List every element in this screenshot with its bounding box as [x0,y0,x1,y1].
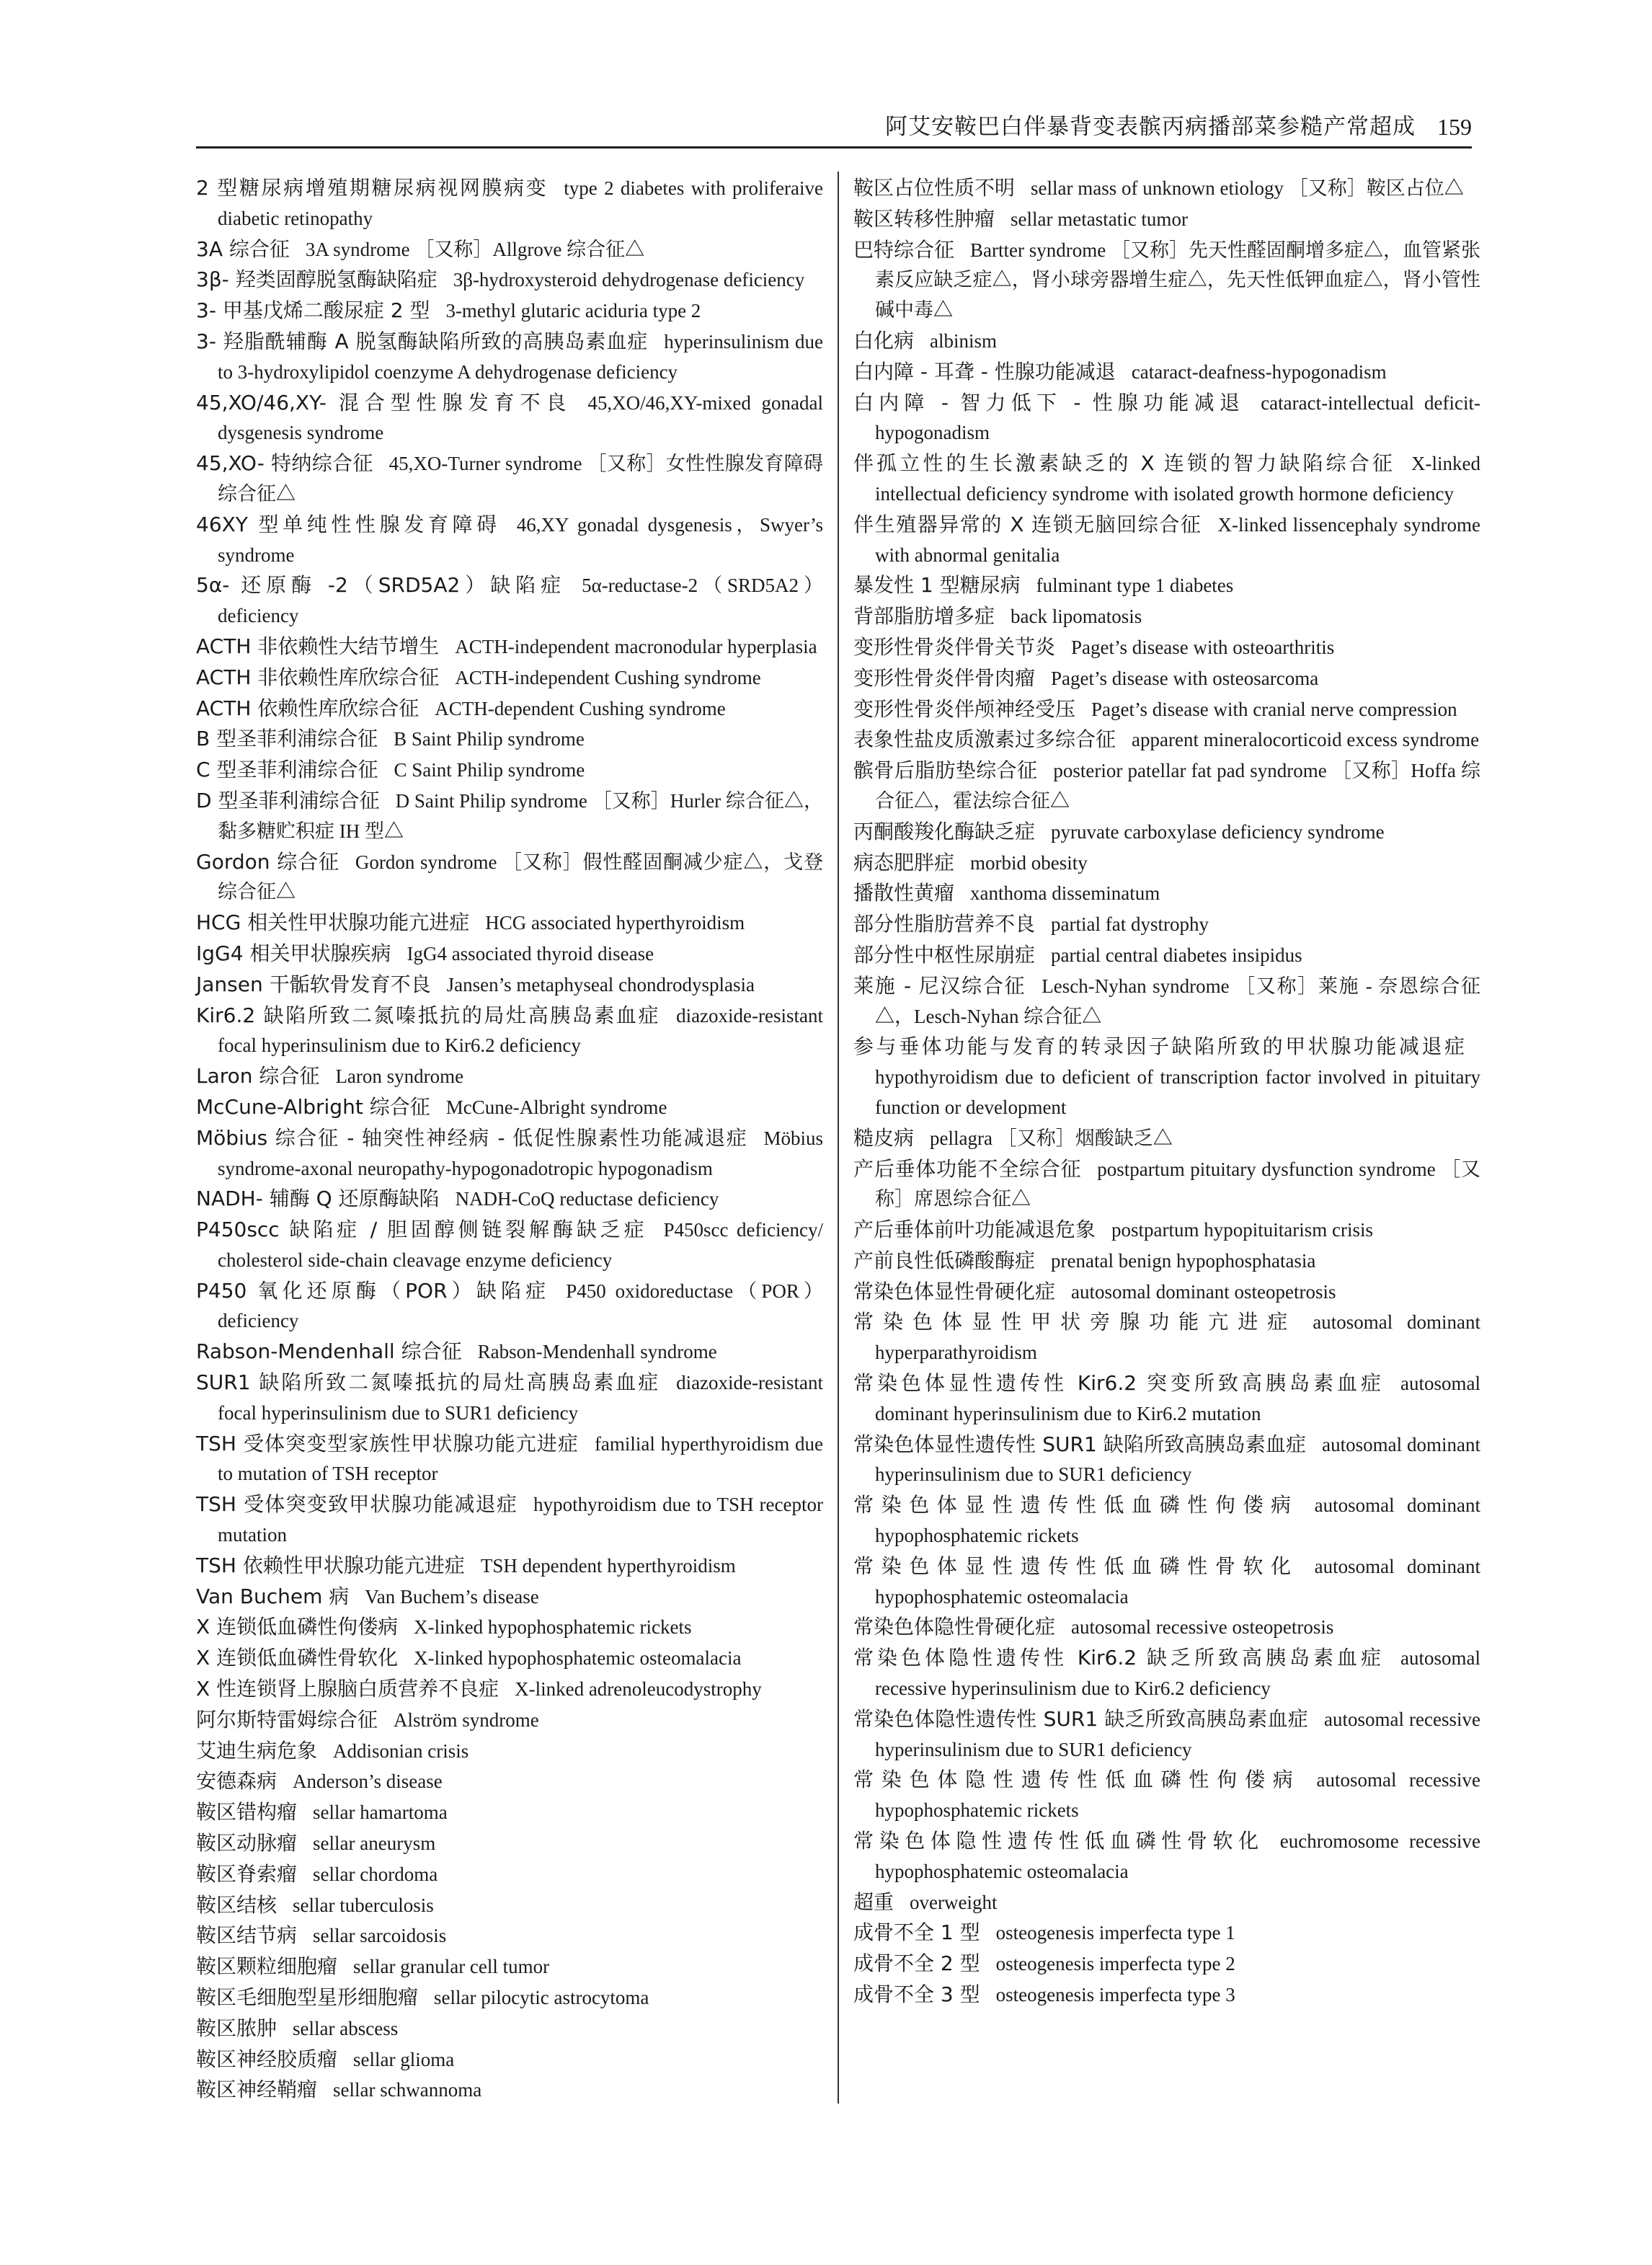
glossary-entry [196,1828,823,1859]
glossary-entry [853,632,1480,663]
term-english: autosomal recessive hyperinsulinism due to Kir6.2 deficiency [875,1647,1480,1700]
term-english: X-linked hypophosphatemic rickets [414,1616,692,1639]
term-english: Lesch-Nyhan syndrome ［又称］莱施 - 奈恩综合征△，Lesch-Nyhan 综合征△ [875,975,1480,1027]
term-chinese: 鞍区神经鞘瘤 [196,2078,318,2102]
term-english: sellar chordoma [313,1863,438,1885]
term-english: postpartum pituitary dysfunction syndrome ［又称］席恩综合征△ [875,1158,1480,1210]
glossary-entry [853,357,1480,388]
glossary-entry [853,817,1480,848]
term-english: morbid obesity [970,851,1088,874]
term-english: autosomal recessive hyperinsulinism due to SUR1 deficiency [875,1708,1480,1760]
glossary-entry [196,1582,823,1613]
term-chinese: Rabson-Mendenhall 综合征 [196,1339,462,1364]
term-chinese: 糙皮病 [853,1125,915,1150]
term-english: McCune-Albright syndrome [445,1096,667,1118]
glossary-entry [196,448,823,510]
term-english: X-linked adrenoleucodystrophy [515,1678,762,1701]
term-english: Möbius syndrome-axonal neuropathy-hypogonadotropic hypogonadism [218,1127,823,1179]
term-chinese: Gordon 综合征 [196,849,339,874]
term-english: cataract-intellectual deficit-hypogonadism [875,391,1480,444]
term-english: autosomal recessive osteopetrosis [1071,1616,1334,1639]
term-english: sellar sarcoidosis [313,1925,447,1947]
term-chinese: 艾迪生病危象 [196,1738,318,1763]
term-english: pellagra ［又称］烟酸缺乏△ [930,1127,1173,1149]
term-english: 45,XO-Turner syndrome ［又称］女性性腺发育障碍综合征△ [218,453,824,505]
term-chinese: 鞍区毛细胞型星形细胞瘤 [196,1985,419,2010]
term-english: autosomal dominant hyperinsulinism due to Kir6.2 mutation [875,1373,1480,1424]
term-english: Rabson-Mendenhall syndrome [477,1341,717,1363]
glossary-entry [853,173,1480,204]
glossary-entry [196,2013,823,2044]
term-english: diazoxide-resistant focal hyperinsulinism due to Kir6.2 deficiency [218,1004,823,1057]
term-chinese: X 性连锁肾上腺脑白质营养不良症 [196,1677,499,1701]
glossary-entry [196,1920,823,1951]
term-chinese: 常染色体隐性遗传性 Kir6.2 缺乏所致高胰岛素血症 [853,1646,1385,1670]
term-english: hypothyroidism due to deficient of transcription factor involved in pituitary function or development [875,1066,1480,1118]
glossary-entry [853,1430,1480,1491]
term-english: D Saint Philip syndrome ［又称］Hurler 综合征△，黏多糖贮积症 IH 型△ [218,789,823,842]
term-chinese: NADH- 辅酶 Q 还原酶缺陷 [196,1187,440,1211]
term-english: pyruvate carboxylase deficiency syndrome [1051,820,1385,843]
glossary-entry [853,1918,1480,1949]
glossary-entry [853,971,1480,1032]
term-chinese: 鞍区结核 [196,1892,277,1917]
term-english: Jansen’s metaphyseal chondrodysplasia [446,973,755,996]
glossary-entry [853,1612,1480,1643]
term-chinese: 产后垂体前叶功能减退危象 [853,1218,1096,1242]
term-chinese: 部分性脂肪营养不良 [853,912,1036,936]
term-chinese: 常染色体显性甲状旁腺功能亢进症 [853,1310,1297,1334]
term-english: apparent mineralocorticoid excess syndrome [1132,729,1480,751]
term-english: autosomal dominant hypophosphatemic rickets [875,1494,1480,1547]
page-number: 159 [1437,114,1472,140]
glossary-entry [196,510,823,571]
glossary-entry [196,631,823,662]
term-chinese: 丙酮酸羧化酶缺乏症 [853,819,1036,843]
term-english: ACTH-dependent Cushing syndrome [435,697,726,719]
glossary-entry [196,662,823,693]
term-english: 5α-reductase-2（SRD5A2）deficiency [218,575,823,627]
glossary-entry [853,663,1480,694]
term-chinese: 常染色体显性遗传性低血磷性佝偻病 [853,1493,1299,1517]
term-chinese: 白内障 - 智力低下 - 性腺功能减退 [853,390,1245,415]
term-english: 45,XO/46,XY-mixed gonadal dysgenesis syndrome [218,391,824,444]
glossary-entry [196,908,823,939]
term-english: sellar schwannoma [333,2079,482,2101]
term-chinese: 产后垂体功能不全综合征 [853,1156,1082,1181]
glossary-entry [196,234,823,265]
term-chinese: 2 型糖尿病增殖期糖尿病视网膜病变 [196,176,549,200]
glossary-entry [196,1890,823,1921]
term-english: Gordon syndrome ［又称］假性醛固酮减少症△，戈登综合征△ [218,851,823,903]
term-chinese: 鞍区颗粒细胞瘤 [196,1954,338,1979]
glossary-entry [853,510,1480,571]
term-chinese: HCG 相关性甲状腺功能亢进症 [196,910,470,935]
term-chinese: 鞍区结节病 [196,1923,298,1948]
term-chinese: Laron 综合征 [196,1064,320,1089]
term-english: prenatal benign hypophosphatasia [1051,1249,1316,1272]
glossary-entry [196,327,823,388]
term-english: sellar metastatic tumor [1011,208,1188,230]
term-chinese: 参与垂体功能与发育的转录因子缺陷所致的甲状腺功能减退症 [853,1034,1465,1059]
glossary-entry [853,601,1480,632]
glossary-entry [853,755,1480,817]
term-english: xanthoma disseminatum [970,882,1160,905]
glossary-entry [853,1765,1480,1826]
column-divider [838,172,839,2104]
term-english: diazoxide-resistant focal hyperinsulinism due to SUR1 deficiency [218,1372,823,1424]
term-chinese: 鞍区错构瘤 [196,1800,298,1825]
term-english: TSH dependent hyperthyroidism [480,1554,736,1577]
term-english: Paget’s disease with osteosarcoma [1051,667,1319,689]
glossary-entry [196,724,823,755]
term-english: sellar tuberculosis [293,1894,434,1916]
term-chinese: IgG4 相关甲状腺疾病 [196,941,391,965]
term-chinese: 背部脂肪增多症 [853,604,995,629]
term-chinese: 表象性盐皮质激素过多综合征 [853,727,1116,752]
term-chinese: X 连锁低血磷性佝偻病 [196,1615,399,1639]
term-chinese: 鞍区神经胶质瘤 [196,2047,338,2071]
page-header [196,108,1472,149]
term-english: sellar granular cell tumor [353,1956,550,1978]
term-english: ACTH-independent macronodular hyperplasia [455,635,817,657]
glossary-entry [196,388,823,449]
glossary-entry [853,570,1480,601]
glossary-entry [196,1337,823,1368]
term-chinese: 播散性黄瘤 [853,881,955,905]
glossary-entry [196,1951,823,1982]
glossary-entry [196,2075,823,2106]
glossary-entry [853,1215,1480,1246]
term-chinese: ACTH 非依赖性大结节增生 [196,634,440,658]
term-chinese: 鞍区转移性肿瘤 [853,206,995,231]
term-chinese: B 型圣菲利浦综合征 [196,727,378,751]
term-chinese: 变形性骨炎伴骨肉瘤 [853,665,1036,690]
term-chinese: 白内障 - 耳聋 - 性腺功能减退 [853,359,1116,384]
term-english: NADH-CoQ reductase deficiency [455,1188,719,1210]
glossary-entry [853,1949,1480,1980]
term-english: HCG associated hyperthyroidism [485,912,745,934]
glossary-entry [853,1277,1480,1308]
glossary-entry [196,1184,823,1215]
glossary-entry [196,1705,823,1736]
term-english: P450scc deficiency/ cholesterol side-chain cleavage enzyme deficiency [218,1219,823,1271]
term-english: Anderson’s disease [293,1770,443,1793]
term-english: osteogenesis imperfecta type 1 [995,1922,1235,1944]
term-chinese: 鞍区占位性质不明 [853,176,1016,200]
term-english: 3β-hydroxysteroid dehydrogenase deficiency [453,269,805,291]
glossary-entry [196,1061,823,1092]
term-english: osteogenesis imperfecta type 3 [995,1984,1235,2006]
glossary-entry [196,1612,823,1643]
term-chinese: 常染色体显性遗传性 Kir6.2 突变所致高胰岛素血症 [853,1371,1385,1396]
term-english: posterior patellar fat pad syndrome ［又称］Hoffa 综合征△，霍法综合征△ [875,760,1480,812]
term-chinese: 45,XO/46,XY- 混合型性腺发育不良 [196,390,572,415]
glossary-entry [196,1797,823,1828]
glossary-entry [196,1674,823,1705]
glossary-entry [853,909,1480,940]
glossary-entry [196,693,823,724]
term-english: X-linked hypophosphatemic osteomalacia [414,1647,742,1670]
term-chinese: McCune-Albright 综合征 [196,1094,430,1119]
term-chinese: TSH 受体突变致甲状腺功能减退症 [196,1492,518,1517]
term-chinese: 伴生殖器异常的 X 连锁无脑回综合征 [853,512,1202,536]
glossary-entry [853,448,1480,510]
glossary-entry [196,1859,823,1890]
term-chinese: 白化病 [853,328,915,353]
glossary-entry [196,2044,823,2075]
glossary-entry [853,204,1480,235]
term-english: albinism [930,329,998,352]
glossary-entry [196,970,823,1001]
term-chinese: 超重 [853,1889,894,1914]
glossary-entry [196,1643,823,1674]
term-chinese: 变形性骨炎伴骨关节炎 [853,634,1056,659]
glossary-entry [853,1246,1480,1277]
glossary-entry [196,173,823,234]
term-chinese: 伴孤立性的生长激素缺乏的 X 连锁的智力缺陷综合征 [853,451,1396,476]
term-chinese: 常染色体隐性骨硬化症 [853,1615,1056,1639]
term-english: sellar mass of unknown etiology ［又称］鞍区占位△ [1031,177,1464,199]
term-english: partial central diabetes insipidus [1051,944,1302,966]
term-chinese: P450scc 缺陷症 / 胆固醇侧链裂解酶缺乏症 [196,1218,648,1242]
term-chinese: Van Buchem 病 [196,1584,350,1608]
term-english: 3A syndrome ［又称］Allgrove 综合征△ [305,238,645,260]
term-chinese: 5α- 还原酶 -2（SRD5A2）缺陷症 [196,573,567,598]
glossary-entry [853,848,1480,879]
glossary-entry [853,1980,1480,2011]
term-english: overweight [910,1891,998,1913]
term-chinese: P450 氧化还原酶（POR）缺陷症 [196,1278,551,1303]
glossary-entry [196,1736,823,1767]
glossary-entry [196,1489,823,1551]
term-chinese: 成骨不全 3 型 [853,1982,980,2007]
term-english: B Saint Philip syndrome [394,728,585,750]
term-english: Alström syndrome [394,1708,539,1731]
glossary-entry [853,724,1480,755]
term-english: autosomal dominant hyperparathyroidism [875,1311,1480,1364]
term-english: sellar abscess [293,2017,399,2039]
term-english: X-linked lissencephaly syndrome with abnormal genitalia [875,513,1480,566]
term-english: postpartum hypopituitarism crisis [1111,1219,1373,1241]
term-chinese: SUR1 缺陷所致二氮嗪抵抗的局灶高胰岛素血症 [196,1370,661,1395]
term-english: 3-methyl glutaric aciduria type 2 [445,300,701,322]
term-chinese: 常染色体隐性遗传性低血磷性佝偻病 [853,1768,1301,1792]
glossary-entry [196,1766,823,1797]
term-chinese: 3A 综合征 [196,236,290,261]
glossary-entry [853,1490,1480,1551]
term-chinese: C 型圣菲利浦综合征 [196,758,378,782]
right-column [853,173,1480,2011]
term-chinese: 鞍区脓肿 [196,2016,277,2040]
term-english: sellar glioma [353,2048,455,2070]
glossary-entry [196,1215,823,1276]
glossary-entry [853,388,1480,449]
glossary-entry [853,1123,1480,1154]
left-column [196,173,823,2106]
term-chinese: X 连锁低血磷性骨软化 [196,1646,399,1670]
glossary-entry [196,1123,823,1184]
term-chinese: ACTH 非依赖性库欣综合征 [196,665,440,689]
glossary-entry [196,1982,823,2013]
glossary-entry [196,265,823,296]
glossary-entry [196,570,823,631]
glossary-entry [196,786,823,847]
term-english: sellar hamartoma [313,1801,448,1824]
term-english: back lipomatosis [1011,606,1142,628]
term-chinese: 鞍区脊索瘤 [196,1861,298,1886]
term-english: X-linked intellectual deficiency syndrome with isolated growth hormone deficiency [875,453,1480,505]
term-chinese: 3β- 羟类固醇脱氢酶缺陷症 [196,267,438,292]
glossary-entry [853,1704,1480,1765]
term-chinese: 3- 甲基戊烯二酸尿症 2 型 [196,298,430,323]
term-chinese: 阿尔斯特雷姆综合征 [196,1707,378,1732]
term-english: ACTH-independent Cushing syndrome [455,666,761,688]
term-chinese: 常染色体隐性遗传性低血磷性骨软化 [853,1829,1264,1853]
term-english: osteogenesis imperfecta type 2 [995,1953,1235,1975]
term-english: sellar aneurysm [313,1832,436,1855]
glossary-entry [853,1887,1480,1918]
term-english: P450 oxidoreductase（POR）deficiency [218,1280,823,1332]
glossary-entry [853,1826,1480,1887]
term-english: autosomal dominant osteopetrosis [1071,1280,1336,1303]
glossary-entry [853,235,1480,326]
glossary-entry [196,847,823,908]
glossary-entry [196,1276,823,1337]
term-english: partial fat dystrophy [1051,913,1209,936]
term-chinese: D 型圣菲利浦综合征 [196,788,380,812]
term-chinese: 成骨不全 2 型 [853,1951,980,1976]
glossary-entry [853,694,1480,725]
term-english: Addisonian crisis [333,1739,469,1762]
glossary-entry [853,1307,1480,1368]
term-chinese: Möbius 综合征 - 轴突性神经病 - 低促性腺素性功能减退症 [196,1125,748,1150]
term-chinese: 45,XO- 特纳综合征 [196,451,373,476]
term-chinese: 常染色体显性遗传性 SUR1 缺陷所致高胰岛素血症 [853,1432,1307,1456]
term-chinese: 变形性骨炎伴颅神经受压 [853,696,1076,721]
glossary-entry [196,1368,823,1429]
term-chinese: 46XY 型单纯性性腺发育障碍 [196,512,501,536]
term-english: 46,XY gonadal dysgenesis，Swyer’s syndrome [218,513,823,566]
term-english: Paget’s disease with osteoarthritis [1071,636,1335,658]
term-chinese: 常染色体隐性遗传性 SUR1 缺乏所致高胰岛素血症 [853,1706,1309,1731]
glossary-entry [853,1551,1480,1613]
term-chinese: 部分性中枢性尿崩症 [853,942,1036,967]
glossary-entry [853,878,1480,909]
glossary-entry [196,1551,823,1582]
term-english: autosomal dominant hypophosphatemic osteomalacia [875,1555,1480,1608]
term-chinese: ACTH 依赖性库欣综合征 [196,696,419,720]
term-chinese: 鞍区动脉瘤 [196,1831,298,1856]
term-english: Van Buchem’s disease [365,1585,539,1608]
term-english: fulminant type 1 diabetes [1036,575,1234,597]
term-chinese: 髌骨后脂肪垫综合征 [853,758,1038,783]
term-chinese: TSH 受体突变型家族性甲状腺功能亢进症 [196,1431,579,1455]
term-english: sellar pilocytic astrocytoma [434,1987,649,2009]
running-title: 阿艾安鞍巴白伴暴背变表髌丙病播部菜参糙产常超成 [885,114,1416,140]
term-chinese: 病态肥胖症 [853,850,955,874]
glossary-entry [196,1429,823,1490]
term-chinese: TSH 依赖性甲状腺功能亢进症 [196,1553,465,1577]
term-chinese: 安德森病 [196,1769,277,1794]
term-english: Paget’s disease with cranial nerve compression [1091,698,1457,720]
glossary-entry [853,1368,1480,1430]
term-english: Bartter syndrome ［又称］先天性醛固酮增多症△，血管紧张素反应缺乏症△，肾小球旁器增生症△，先天性低钾血症△，肾小管性碱中毒△ [875,239,1480,322]
glossary-entry [196,296,823,327]
term-english: C Saint Philip syndrome [394,759,585,781]
term-english: autosomal recessive hypophosphatemic rickets [875,1769,1480,1822]
term-chinese: 莱施 - 尼汉综合征 [853,973,1026,998]
term-chinese: 暴发性 1 型糖尿病 [853,573,1021,598]
term-chinese: 常染色体显性遗传性低血磷性骨软化 [853,1553,1299,1578]
term-english: IgG4 associated thyroid disease [407,942,654,965]
glossary-entry [196,1001,823,1062]
term-chinese: Jansen 干骺软骨发育不良 [196,972,431,996]
term-english: hyperinsulinism due to 3-hydroxylipidol coenzyme A dehydrogenase deficiency [218,330,824,383]
term-chinese: 巴特综合征 [853,237,955,262]
glossary-entry [196,1092,823,1123]
glossary-entry [196,939,823,970]
glossary-entry [853,1032,1480,1122]
term-english: autosomal dominant hyperinsulinism due to SUR1 deficiency [875,1433,1481,1486]
term-english: familial hyperthyroidism due to mutation of TSH receptor [218,1432,823,1485]
term-english: type 2 diabetes with proliferaive diabetic retinopathy [218,177,823,229]
glossary-entry [853,1154,1480,1215]
term-english: hypothyroidism due to TSH receptor mutation [218,1494,823,1546]
term-chinese: 成骨不全 1 型 [853,1920,980,1945]
glossary-entry [853,1643,1480,1704]
term-chinese: 常染色体显性骨硬化症 [853,1279,1056,1303]
term-english: euchromosome recessive hypophosphatemic osteomalacia [875,1830,1480,1882]
term-english: cataract-deafness-hypogonadism [1131,360,1387,383]
term-chinese: 3- 羟脂酰辅酶 A 脱氢酶缺陷所致的高胰岛素血症 [196,329,649,353]
term-chinese: 产前良性低磷酸酶症 [853,1248,1036,1272]
glossary-entry [853,326,1480,357]
term-chinese: Kir6.2 缺陷所致二氮嗪抵抗的局灶高胰岛素血症 [196,1003,661,1027]
glossary-entry [853,940,1480,971]
glossary-entry [196,755,823,786]
term-english: Laron syndrome [335,1065,464,1088]
